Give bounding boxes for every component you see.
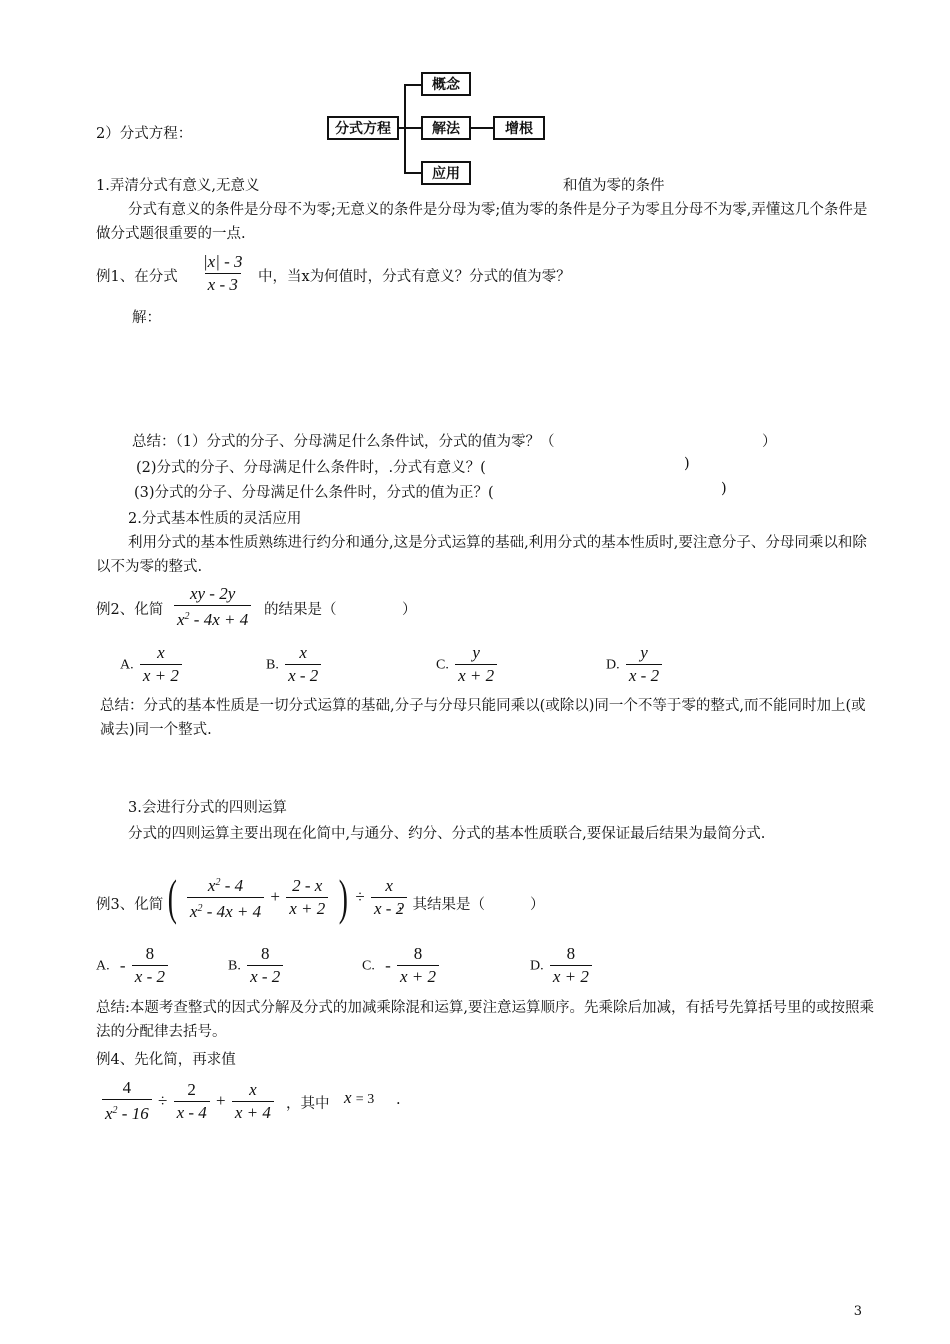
example1-fraction <box>198 252 248 295</box>
summary1-line1: 总结：（1）分式的分子、分母满足什么条件试，分式的值为零？（ <box>132 434 555 450</box>
example1-question: 中，当x为何值时，分式有意义？分式的值为零？ <box>258 269 571 285</box>
example2-suffix-close: ） <box>402 602 417 618</box>
fraction-numerator: |x| - 3 <box>203 252 243 271</box>
item1-title-right: 和值为零的条件 <box>563 178 665 194</box>
example3-option-a: A. - $\frac{8}{x - 2}$ <box>96 944 170 987</box>
example3-option-b: B. $\frac{8}{x - 2}$ <box>228 944 285 987</box>
item1-description: 分式有意义的条件是分母不为零;无意义的条件是分母为零;值为零的条件是分子为零且分母不为零,弄懂这几个条件是做分式题很重要的一点. <box>96 202 868 242</box>
example3-summary: 总结:本题考查整式的因式分解及分式的加减乘除混和运算,要注意运算顺序。先乘除后加减，有括号先算括号里的或按照乘法的分配律去括号。 <box>96 1000 874 1040</box>
example2-option-c: C. $\frac{y}{x + 2}$ <box>436 643 499 686</box>
example3-option-c: C. - $\frac{8}{x + 2}$ <box>362 944 441 987</box>
fraction-numerator: xy - 2y <box>189 584 236 603</box>
summary1-line1-close: ） <box>762 434 777 450</box>
example4-title: 例4、先化简，再求值 <box>96 1052 236 1068</box>
item2-title: 2.分式基本性质的灵活应用 <box>128 511 302 527</box>
example2-option-d: D. $\frac{y}{x - 2}$ <box>606 643 664 686</box>
summary1-line2: (2)分式的分子、分母满足什么条件时，.分式有意义？( <box>136 460 486 476</box>
page-number: 3 <box>853 1304 862 1319</box>
concept-map-extraneous: 增根 <box>493 116 545 140</box>
example3-suffix: ，其结果是（ <box>398 897 485 913</box>
concept-map-concept: 概念 <box>421 72 471 96</box>
concept-map-application: 应用 <box>421 161 471 185</box>
item3-description: 分式的四则运算主要出现在化简中,与通分、约分、分式的基本性质联合,要保证最后结果为最简分式. <box>128 826 766 842</box>
connector <box>404 84 421 86</box>
item3-title: 3.会进行分式的四则运算 <box>128 800 287 816</box>
example3-prefix: 例3、化简 <box>96 897 164 913</box>
example3-expression: ( $\frac{x^2 - 4}{x^2 - 4x + 4}$ + $\frac{2 - x}{x + 2}$ ) ÷ $\frac{x}{x - 2}$ <box>164 872 409 922</box>
example2-option-a: A. $\frac{x}{x + 2}$ <box>120 643 184 686</box>
connector <box>471 127 493 129</box>
example4-suffix: ，其中 <box>286 1096 330 1112</box>
example3-suffix-close: ） <box>530 897 545 913</box>
fraction-denominator: x - 3 <box>205 273 241 295</box>
example2-fraction <box>172 584 253 630</box>
summary1-line3-close: ) <box>721 481 727 497</box>
section-title: 2）分式方程： <box>96 126 193 142</box>
summary1-line3: (3)分式的分子、分母满足什么条件时，分式的值为正？( <box>134 485 494 501</box>
connector <box>404 84 406 174</box>
example3-option-d: D. $\frac{8}{x + 2}$ <box>530 944 594 987</box>
example2-summary: 总结：分式的基本性质是一切分式运算的基础,分子与分母只能同乘以(或除以)同一个不等于零的整式,而不能同时加上(或减去)同一个整式. <box>100 698 866 738</box>
example2-prefix: 例2、化简 <box>96 602 164 618</box>
summary1-line2-close: ) <box>684 456 690 472</box>
example4-expression: $\frac{4}{x^2 - 16}$ ÷ $\frac{2}{x - 4}$ + $\frac{x}{x + 4}$ <box>100 1078 276 1124</box>
item1-title-left: 1.弄清分式有意义,无意义 <box>96 178 260 194</box>
example2-suffix: 的结果是（ <box>264 602 337 618</box>
concept-map-method: 解法 <box>421 116 471 140</box>
concept-map-root: 分式方程 <box>327 116 399 140</box>
example4-condition: x = 3 <box>344 1088 375 1107</box>
connector <box>404 172 421 174</box>
connector <box>399 127 421 129</box>
fraction-denominator: $x^2 - 4x + 4$ <box>174 605 251 630</box>
example1-prefix: 例1、在分式 <box>96 269 178 285</box>
item2-description: 利用分式的基本性质熟练进行约分和通分,这是分式运算的基础,利用分式的基本性质时,要注意分子、分母同乘以和除以不为零的整式. <box>96 535 867 575</box>
example4-end: . <box>396 1092 401 1108</box>
example1-solution-label: 解： <box>132 310 161 326</box>
example2-option-b: B. $\frac{x}{x - 2}$ <box>266 643 323 686</box>
